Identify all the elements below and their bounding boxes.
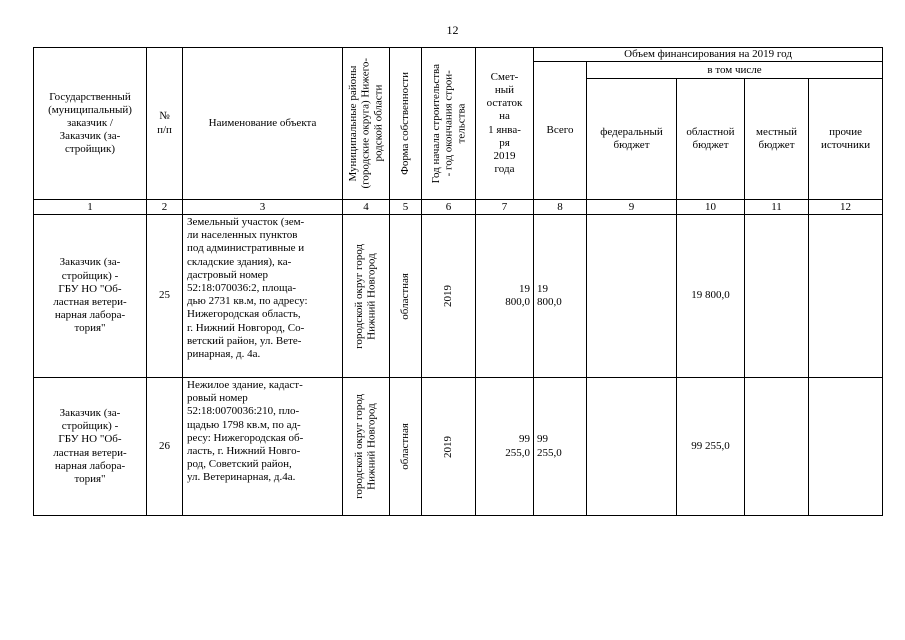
financing-table [33,47,883,516]
header-other: прочие источники [809,79,883,200]
row-ownership: областная [399,272,412,320]
header-row-1 [34,48,883,62]
row-total: 19 800,0 [534,215,587,378]
header-no: № п/п [147,48,183,200]
column-number: 5 [390,200,422,215]
row-years-cell [422,215,476,378]
table-row [34,215,883,378]
column-number: 6 [422,200,476,215]
header-district-cell [343,48,390,200]
header-total: Всего [534,62,587,200]
column-number: 1 [34,200,147,215]
row-total: 99 255,0 [534,378,587,516]
row-district-cell [343,215,390,378]
row-years-cell [422,378,476,516]
header-ownership-cell [390,48,422,200]
row-object-name: Земельный участок (зем- ли населенных пунктов под административные и складские здания), ка- дастровый номер 52:18:070036:2, площа- дью 2731 кв.м, по адресу: Нижегородская область, г. Нижний Новгород, Со- ветский район, ул. Вете- ринарная, д. 4а. [183,215,343,378]
column-number: 12 [809,200,883,215]
row-estimate-balance: 99 255,0 [476,378,534,516]
row-ownership: областная [399,423,412,470]
header-object-name: Наименование объекта [183,48,343,200]
row-ownership-cell [390,215,422,378]
row-other [809,378,883,516]
header-customer: Государственный (муниципальный) заказчик / Заказчик (за- стройщик) [34,48,147,200]
column-number: 10 [677,200,745,215]
header-ownership: Форма собственности [399,72,412,175]
row-number: 25 [147,215,183,378]
column-numbers-row [34,200,883,215]
row-years: 2019 [442,285,455,307]
row-ownership-cell [390,378,422,516]
page-number: 12 [446,23,459,37]
header-local: местный бюджет [745,79,809,200]
column-number: 4 [343,200,390,215]
row-customer: Заказчик (за- стройщик) - ГБУ НО "Об- ластная ветери- нарная лабора- тория" [34,215,147,378]
row-federal [587,215,677,378]
header-years: Год начала строительства - год окончания строи- тельства [429,63,467,184]
row-object-name: Нежилое здание, кадаст- ровый номер 52:18:0070036:210, пло- щадью 1798 кв.м, по ад- ресу: Нижегородская об- ласть, г. Нижний Новго- род, Советский район, ул. Ветеринарная, д.4а. [183,378,343,516]
header-years-cell [422,48,476,200]
table-row [34,378,883,516]
row-regional: 99 255,0 [677,378,745,516]
row-district: городской округ город Нижний Новгород [353,394,378,499]
row-customer: Заказчик (за- стройщик) - ГБУ НО "Об- ластная ветери- нарная лабора- тория" [34,378,147,516]
row-regional: 19 800,0 [677,215,745,378]
row-number: 26 [147,378,183,516]
header-regional: областной бюджет [677,79,745,200]
header-estimate-balance: Смет- ный остаток на 1 янва- ря 2019 года [476,48,534,200]
row-local [745,215,809,378]
column-number: 3 [183,200,343,215]
row-years: 2019 [442,435,455,458]
header-funding-total: Объем финансирования на 2019 год [534,48,883,62]
row-estimate-balance: 19 800,0 [476,215,534,378]
column-number: 9 [587,200,677,215]
column-number: 11 [745,200,809,215]
column-number: 8 [534,200,587,215]
header-including: в том числе [587,62,883,79]
row-federal [587,378,677,516]
column-number: 2 [147,200,183,215]
row-other [809,215,883,378]
row-district-cell [343,378,390,516]
header-district: Муниципальные районы (городские округа) Нижего- родской области [347,58,385,189]
column-number: 7 [476,200,534,215]
header-federal: федеральный бюджет [587,79,677,200]
row-district: городской округ город Нижний Новгород [353,243,378,349]
row-local [745,378,809,516]
